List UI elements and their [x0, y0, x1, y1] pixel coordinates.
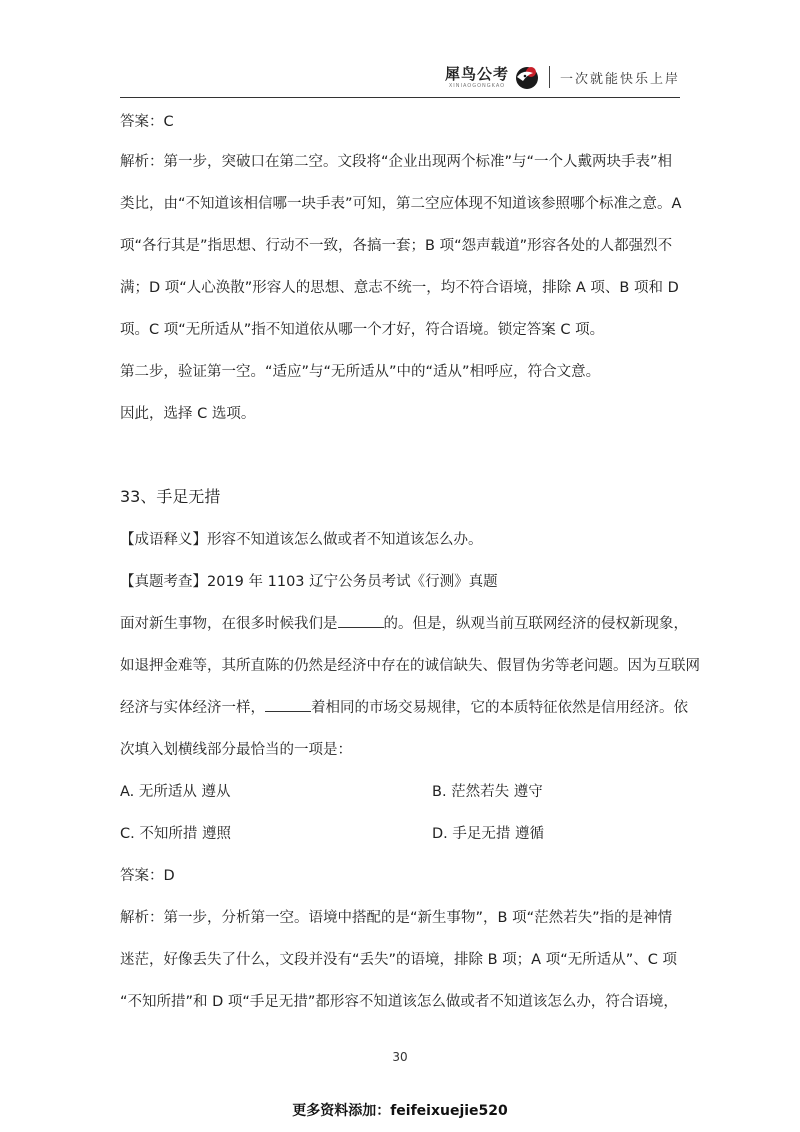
fill-blank-1: [338, 614, 384, 628]
fill-blank-2: [265, 698, 311, 712]
hornbill-logo-icon: [513, 63, 541, 91]
analysis-line-2: 迷茫，好像丢失了什么，文段并没有“丢失”的语境，排除 B 项；A 项“无所适从”、C 项: [120, 952, 677, 968]
question-line-1: [120, 614, 688, 634]
brand-block: [445, 62, 680, 92]
option-a: A. 无所适从 遵从: [120, 784, 231, 800]
idiom-definition: 【成语释义】形容不知道该怎么做或者不知道该怎么办。: [120, 532, 483, 548]
exam-source: 【真题考查】2019 年 1103 辽宁公务员考试《行测》真题: [120, 574, 498, 590]
brand-slogan: 一次就能快乐上岸: [559, 71, 680, 87]
page-header: [120, 58, 680, 98]
section-title: 33、手足无措: [120, 487, 221, 506]
prev-analysis-line-7: 因此，选择 C 选项。: [120, 406, 256, 422]
answer: 答案：D: [120, 868, 175, 884]
brand-subtitle: XINIAOGONGKAO: [448, 83, 506, 89]
option-b: B. 茫然若失 遵守: [432, 784, 543, 800]
option-c: C. 不知所措 遵照: [120, 826, 231, 842]
question-line-2: 如退押金难等，其所直陈的仍然是经济中存在的诚信缺失、假冒伪劣等老问题。因为互联网: [120, 658, 700, 674]
question-text: 的。但是，纵观当前互联网经济的侵权新现象，: [383, 616, 688, 632]
question-text: 经济与实体经济一样，: [120, 700, 265, 716]
prev-analysis-line-3: 项“各行其是”指思想、行动不一致，各搞一套；B 项“怨声载道”形容各处的人都强烈不: [120, 238, 673, 254]
header-separator: [549, 66, 550, 88]
header-rule: [120, 97, 680, 98]
question-line-4: 次填入划横线部分最恰当的一项是：: [120, 742, 352, 758]
prev-analysis-line-4: 满；D 项“人心涣散”形容人的思想、意志不统一，均不符合语境，排除 A 项、B 项和 D: [120, 280, 679, 296]
question-text: 着相同的市场交易规律，它的本质特征依然是信用经济。依: [311, 700, 688, 716]
question-text: 面对新生事物，在很多时候我们是: [120, 616, 338, 632]
analysis-line-1: 解析：第一步，分析第一空。语境中搭配的是“新生事物”，B 项“茫然若失”指的是神情: [120, 910, 673, 926]
prev-analysis-line-1: 解析：第一步，突破口在第二空。文段将“企业出现两个标准”与“一个人戴两块手表”相: [120, 154, 673, 170]
brand-text: [445, 65, 509, 89]
prev-analysis-line-6: 第二步，验证第一空。“适应”与“无所适从”中的“适从”相呼应，符合文意。: [120, 364, 601, 380]
prev-analysis-line-5: 项。C 项“无所适从”指不知道依从哪一个才好，符合语境。锁定答案 C 项。: [120, 322, 605, 338]
option-d: D. 手足无措 遵循: [432, 826, 544, 842]
prev-answer: 答案：C: [120, 114, 174, 130]
footer-note: 更多资料添加：feifeixuejie520: [292, 1103, 508, 1119]
analysis-line-3: “不知所措”和 D 项“手足无措”都形容不知道该怎么做或者不知道该怎么办，符合语境，: [120, 994, 678, 1010]
prev-analysis-line-2: 类比，由“不知道该相信哪一块手表”可知，第二空应体现不知道该参照哪个标准之意。A: [120, 196, 682, 212]
brand-name: 犀鸟公考: [444, 65, 509, 83]
question-line-3: [120, 698, 688, 718]
page-number: 30: [392, 1050, 408, 1064]
